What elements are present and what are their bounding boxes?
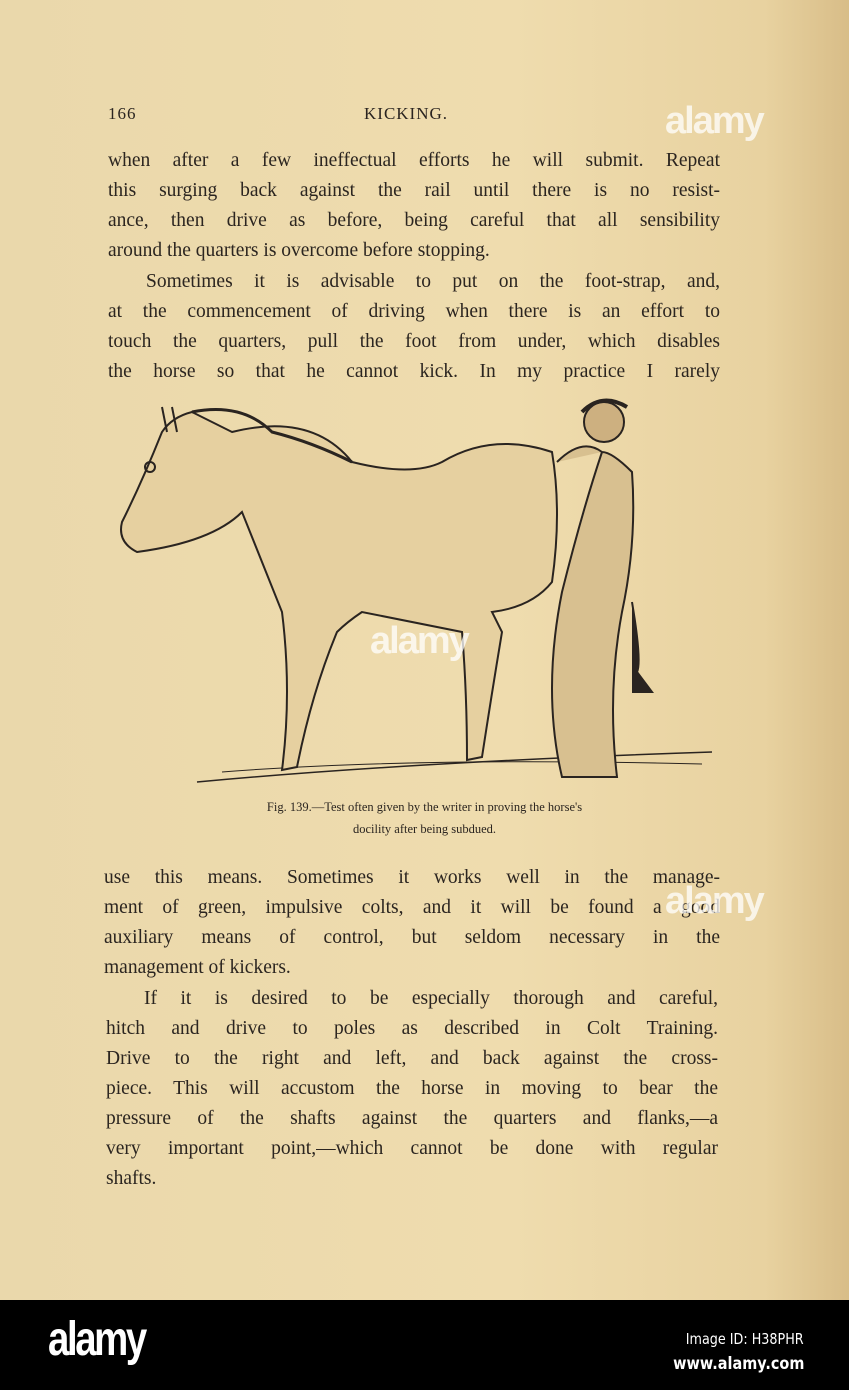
text-line: use this means. Sometimes it works well in the manage- xyxy=(104,867,720,888)
watermark: alamy xyxy=(665,880,763,922)
text-line: when after a few ineffectual efforts he will submit. Repeat xyxy=(108,150,720,171)
text-line: shafts. xyxy=(106,1168,157,1189)
site-url: www.alamy.com xyxy=(672,1354,804,1374)
text-line: this surging back against the rail until there is no resist- xyxy=(108,180,720,201)
running-title: KICKING. xyxy=(364,104,449,123)
alamy-logo: alamy xyxy=(48,1313,145,1366)
figure-caption: docility after being subdued. xyxy=(352,822,497,836)
text-line: If it is desired to be especially thorough and careful, xyxy=(144,988,718,1009)
footer-bar xyxy=(0,1300,849,1390)
text-line: at the commencement of driving when there is an effort to xyxy=(108,301,720,322)
text-line: Sometimes it is advisable to put on the foot-strap, and, xyxy=(146,271,720,292)
horse-and-man-illustration xyxy=(112,392,718,797)
text-line: auxiliary means of control, but seldom necessary in the xyxy=(104,927,720,948)
text-line: very important point,—which cannot be done with regular xyxy=(106,1138,718,1159)
text-line: touch the quarters, pull the foot from under, which disables xyxy=(108,331,720,352)
text-line: the horse so that he cannot kick. In my practice I rarely xyxy=(108,361,720,382)
text-line: around the quarters is overcome before stopping. xyxy=(108,240,490,261)
text-line: piece. This will accustom the horse in moving to bear the xyxy=(106,1078,718,1099)
text-line: Drive to the right and left, and back against the cross- xyxy=(106,1048,718,1069)
watermark: alamy xyxy=(665,100,763,142)
page-number: 166 xyxy=(108,104,137,123)
text-line: hitch and drive to poles as described in Colt Training. xyxy=(106,1018,718,1039)
text-line: pressure of the shafts against the quarters and flanks,—a xyxy=(106,1108,718,1129)
figure-caption: Fig. 139.—Test often given by the writer in proving the horse's xyxy=(266,800,583,814)
text-line: ment of green, impulsive colts, and it will be found a good xyxy=(104,897,720,918)
image-id: Image ID: H38PHR xyxy=(686,1330,804,1348)
text-line: management of kickers. xyxy=(104,957,291,978)
watermark: alamy xyxy=(370,620,468,662)
text-line: ance, then drive as before, being careful that all sensibility xyxy=(108,210,720,231)
